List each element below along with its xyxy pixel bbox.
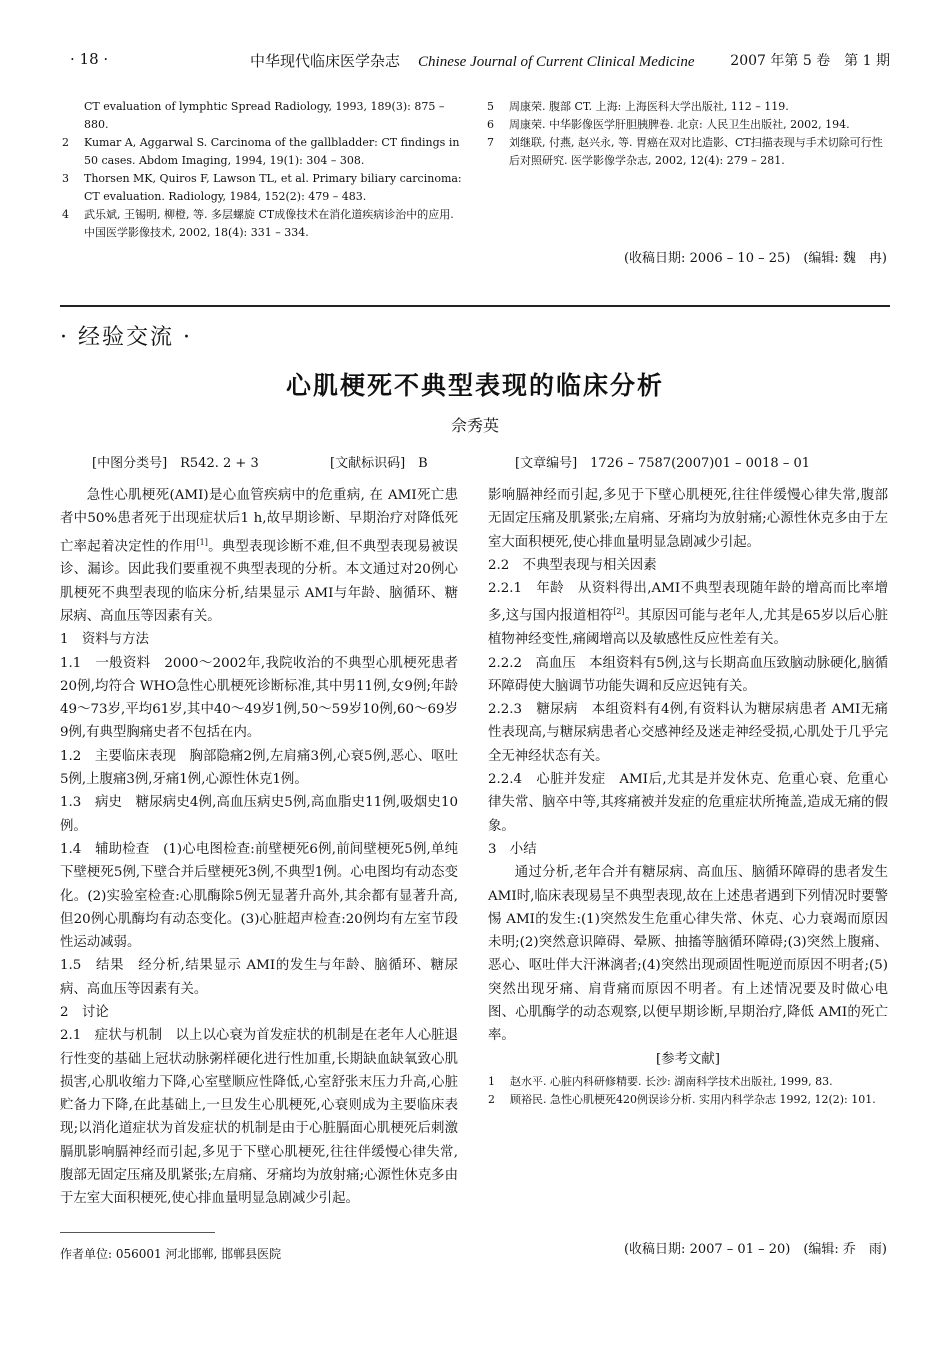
reference-item: 5 周康荣. 腹部 CT. 上海: 上海医科大学出版社, 112 – 119. (487, 100, 789, 113)
heading-summary: 3 小结 (488, 841, 537, 857)
reference-item: 6 周康荣. 中华影像医学肝胆胰脾卷. 北京: 人民卫生出版社, 2002, 194. (487, 118, 850, 131)
summary-paragraph: 通过分析,老年合并有糖尿病、高血压、脑循环障碍的患者发生 AMI时,临床表现易呈不典型表现,故在上述患者遇到下列情况时要警惕 AMI的发生:(1)突然发生危重心律失常、休克、心力衰竭而原因未明;(2)突然意识障碍、晕厥、抽搐等脑循环障碍;(3)突然上腹痛、恶心、呕吐伴大汗淋漓者;(4)突然出现顽固性呃逆而原因不明者;(5)突然出现牙痛、肩背痛而原因不明者。有上述情况要及时做心电图、心肌酶学的动态观察,以便早期诊断,早期治疗,降低 AMI的死亡率。 (488, 865, 888, 1044)
article-author: 佘秀英 (450, 416, 499, 435)
journal-title-en: Chinese Journal of Current Clinical Medicine (418, 54, 695, 70)
footnote-rule (60, 1232, 215, 1233)
reference-item: CT evaluation of lymphtic Spread Radiology, 1993, 189(3): 875 – 880. (84, 100, 445, 131)
clc-number: [中图分类号] R542. 2 + 3 (92, 456, 259, 471)
paragraph-1-1: 1.1 一般资料 2000～2002年,我院收治的不典型心肌梗死患者20例,均符合 WHO急性心肌梗死诊断标准,其中男11例,女9例;年龄49～73岁,平均61岁,其中40～49岁1例,50～59岁10例,60～69岁9例,有典型胸痛史者不包括在内。 (60, 655, 458, 741)
paragraph-2-2-1: 2.2.1 年龄 从资料得出,AMI不典型表现随年龄的增高而比率增多,这与国内报道相符[2]。其原因可能与老年人,尤其是65岁以后心脏植物神经变性,痛阈增高以及敏感性反应性差有关。 (488, 581, 888, 648)
paragraph-1-3: 1.3 病史 糖尿病史4例,高血压病史5例,高血脂史11例,吸烟史10例。 (60, 795, 458, 834)
references-list (488, 1073, 888, 1109)
journal-title-cn: 中华现代临床医学杂志 (250, 52, 401, 70)
intro-paragraph: 急性心肌梗死(AMI)是心血管疾病中的危重病, 在 AMI死亡患者中50%患者死于出现症状后1 h,故早期诊断、早期治疗对降低死亡率起着决定性的作用[1]。典型表现诊断不难,但不典型表现易被误诊、漏诊。因此我们要重视不典型表现的分析。本文通过对20例心肌梗死不典型表现的临床分析,结果显示 AMI与年龄、脑循环、糖尿病、高血压等因素有关。 (60, 488, 458, 624)
reference-item: 2 顾裕民. 急性心肌梗死420例误诊分析. 实用内科学杂志 1992, 12(2): 101. (488, 1092, 876, 1106)
citation: [2] (613, 607, 625, 617)
page-number: · 18 · (70, 50, 109, 68)
reference-item: 4 武乐斌, 王锡明, 柳橙, 等. 多层螺旋 CT成像技术在消化道疾病诊治中的应用. 中国医学影像技术, 2002, 18(4): 331 – 334. (62, 208, 454, 239)
body-column-right (488, 484, 888, 1109)
journal-title (250, 50, 695, 71)
prev-references-right (487, 98, 887, 170)
paragraph-2-2-2: 2.2.2 高血压 本组资料有5例,这与长期高血压致脑动脉硬化,脑循环障碍使大脑调节功能失调和反应迟钝有关。 (488, 655, 888, 694)
reference-item: 1 赵水平. 心脏内科研修精要. 长沙: 湖南科学技术出版社, 1999, 83. (488, 1074, 833, 1088)
document-code: [文献标识码] B (330, 456, 428, 471)
paragraph-2-1-continued: 影响膈神经而引起,多见于下壁心肌梗死,往往伴缓慢心律失常,腹部无固定压痛及肌紧张;左肩痛、牙痛均为放射痛;心源性休克多由于左室大面积梗死,使心排血量明显急剧减少引起。 (488, 488, 888, 550)
citation: [1] (196, 537, 208, 547)
heading-2-2: 2.2 不典型表现与相关因素 (488, 557, 657, 573)
paragraph-2-2-4: 2.2.4 心脏并发症 AMI后,尤其是并发休克、危重心衰、危重心律失常、脑卒中等,其疼痛被并发症的危重症状所掩盖,造成无痛的假象。 (488, 772, 888, 834)
paragraph-2-1: 2.1 症状与机制 以上以心衰为首发症状的机制是在老年人心脏退行性变的基础上冠状动脉粥样硬化进行性加重,长期缺血缺氧致心肌损害,心肌收缩力下降,心室壁顺应性降低,心室舒张末压力升高,心脏贮备力下降,在此基础上,一旦发生心肌梗死,心衰则成为主要临床表现;以消化道症状为首发症状的机制是由于心脏膈面心肌梗死后刺激膈肌影响膈神经而引起,多见于下壁心肌梗死,往往伴缓慢心律失常,腹部无固定压痛及肌紧张;左肩痛、牙痛均为放射痛;心源性休克多由于左室大面积梗死,使心排血量明显急剧减少引起。 (60, 1028, 458, 1207)
heading-methods: 1 资料与方法 (60, 632, 149, 648)
paragraph-1-5: 1.5 结果 经分析,结果显示 AMI的发生与年龄、脑循环、糖尿病、高血压等因素有关。 (60, 958, 458, 997)
references-title: [参考文献] (655, 1051, 720, 1067)
section-divider (60, 305, 890, 307)
prev-received-date: (收稿日期: 2006 – 10 – 25) (编辑: 魏 冉) (623, 251, 887, 266)
paragraph-1-4: 1.4 辅助检查 (1)心电图检查:前壁梗死6例,前间壁梗死5例,单纯下壁梗死5例,下壁合并后壁梗死3例,不典型1例。心电图均有动态变化。(2)实验室检查:心肌酶除5例无显著升高外,其余都有显著升高,但20例心肌酶均有动态变化。(3)心脏超声检查:20例均有左室节段性运动减弱。 (60, 841, 458, 951)
heading-discussion: 2 讨论 (60, 1005, 109, 1020)
reference-item: 3 Thorsen MK, Quiros F, Lawson TL, et al. Primary biliary carcinoma: CT evaluation. Radiology, 1984, 152(2): 479 – 483. (62, 172, 462, 203)
paragraph-2-2-3: 2.2.3 糖尿病 本组资料有4例,有资料认为糖尿病患者 AMI无痛性表现高,与糖尿病患者心交感神经及迷走神经受损,心肌处于几乎完全无神经状态有关。 (488, 702, 888, 764)
article-title: 心肌梗死不典型表现的临床分析 (285, 371, 664, 400)
body-column-left (60, 484, 458, 1207)
paragraph-1-2: 1.2 主要临床表现 胸部隐痛2例,左肩痛3例,心衰5例,恶心、呕吐5例,上腹痛3例,牙痛1例,心源性休克1例。 (60, 748, 458, 788)
author-affiliation: 作者单位: 056001 河北邯郸, 邯郸县医院 (60, 1247, 282, 1261)
running-header (60, 50, 890, 74)
volume-info: 2007 年第 5 卷 第 1 期 (730, 53, 890, 69)
article-number: [文章编号] 1726 – 7587(2007)01 – 0018 – 01 (515, 456, 811, 471)
reference-item: 7 刘继联, 付燕, 赵兴永, 等. 胃癌在双对比造影、CT扫描表现与手术切除可行性后对照研究. 医学影像学杂志, 2002, 12(4): 279 – 281. (487, 136, 883, 167)
section-label: · 经验交流 · (60, 325, 192, 350)
received-date: (收稿日期: 2007 – 01 – 20) (编辑: 乔 雨) (623, 1242, 887, 1257)
reference-item: 2 Kumar A, Aggarwal S. Carcinoma of the gallbladder: CT findings in 50 cases. Abdom Imaging, 1994, 19(1): 304 – 308. (62, 136, 460, 167)
prev-references-left (62, 98, 464, 242)
